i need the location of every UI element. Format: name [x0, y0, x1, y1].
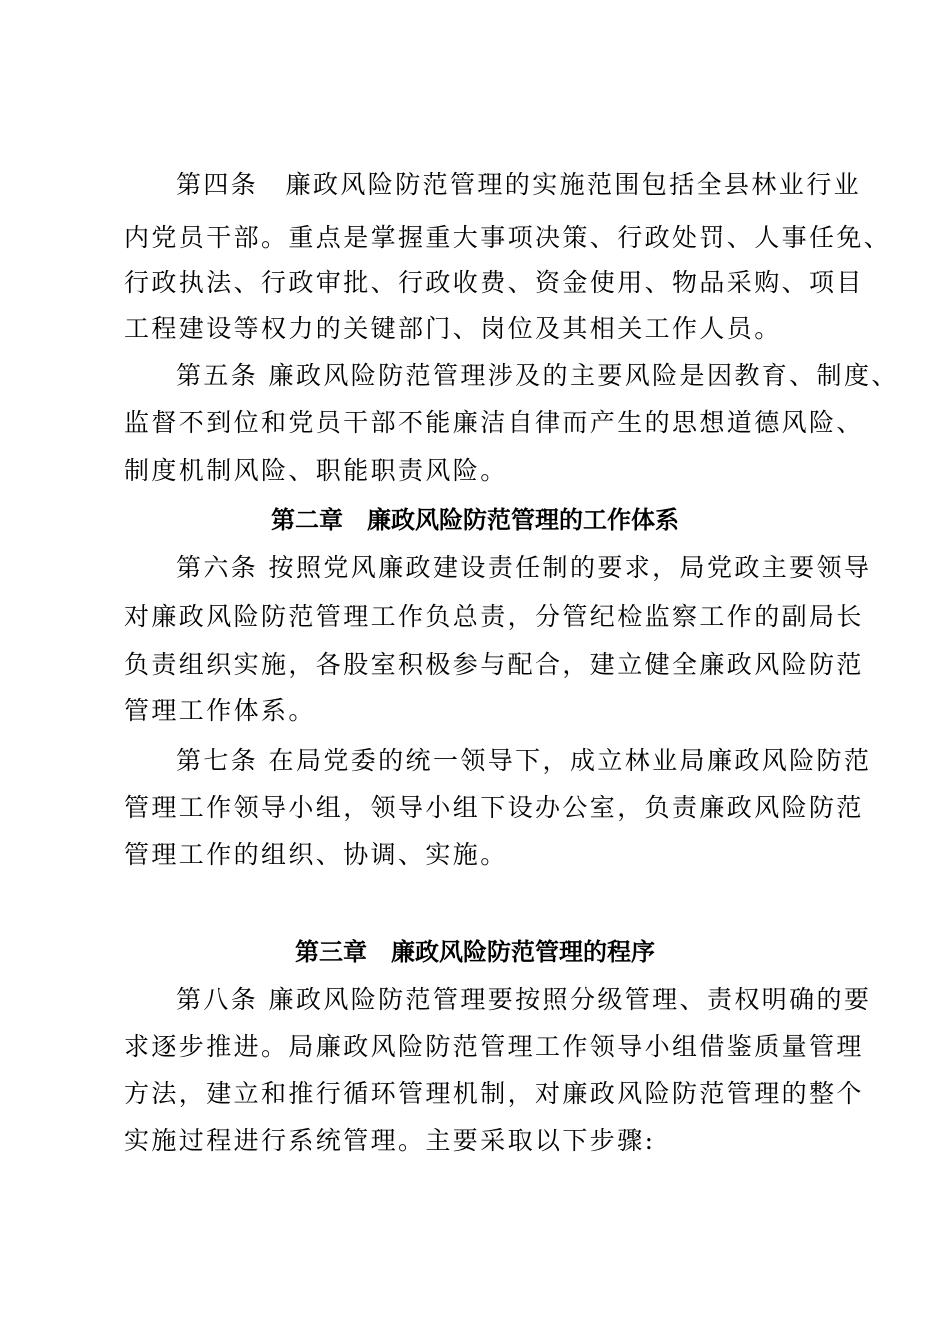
article-6-line-3: 负责组织实施，各股室积极参与配合，建立健全廉政风险防范	[124, 650, 864, 679]
article-4-line-2: 内党员干部。重点是掌握重大事项决策、行政处罚、人事任免、	[124, 223, 892, 252]
article-6-line-4: 管理工作体系。	[124, 696, 316, 725]
article-8-line-1: 第八条 廉政风险防范管理要按照分级管理、责权明确的要	[176, 985, 872, 1014]
article-4-line-4: 工程建设等权力的关键部门、岗位及其相关工作人员。	[124, 314, 782, 343]
article-4-line-1: 第四条 廉政风险防范管理的实施范围包括全县林业行业	[176, 170, 862, 199]
article-4-line-3: 行政执法、行政审批、行政收费、资金使用、物品采购、项目	[124, 268, 864, 297]
article-8-line-3: 方法，建立和推行循环管理机制，对廉政风险防范管理的整个	[124, 1079, 864, 1108]
article-8-line-4: 实施过程进行系统管理。主要采取以下步骤:	[124, 1126, 656, 1155]
article-5-line-1: 第五条 廉政风险防范管理涉及的主要风险是因教育、制度、	[176, 361, 899, 390]
article-7-line-1: 第七条 在局党委的统一领导下，成立林业局廉政风险防范	[176, 746, 872, 775]
article-6-line-2: 对廉政风险防范管理工作负总责，分管纪检监察工作的副局长	[124, 602, 864, 631]
chapter-2-heading: 第二章 廉政风险防范管理的工作体系	[271, 506, 679, 534]
article-5-line-3: 制度机制风险、职能职责风险。	[124, 456, 508, 485]
article-5-line-2: 监督不到位和党员干部不能廉洁自律而产生的思想道德风险、	[124, 408, 864, 437]
article-7-line-2: 管理工作领导小组，领导小组下设办公室，负责廉政风险防范	[124, 793, 864, 822]
chapter-3-heading: 第三章 廉政风险防范管理的程序	[295, 938, 655, 966]
article-7-line-3: 管理工作的组织、协调、实施。	[124, 840, 508, 869]
article-8-line-2: 求逐步推进。局廉政风险防范管理工作领导小组借鉴质量管理	[124, 1032, 864, 1061]
article-6-line-1: 第六条 按照党风廉政建设责任制的要求，局党政主要领导	[176, 553, 872, 582]
